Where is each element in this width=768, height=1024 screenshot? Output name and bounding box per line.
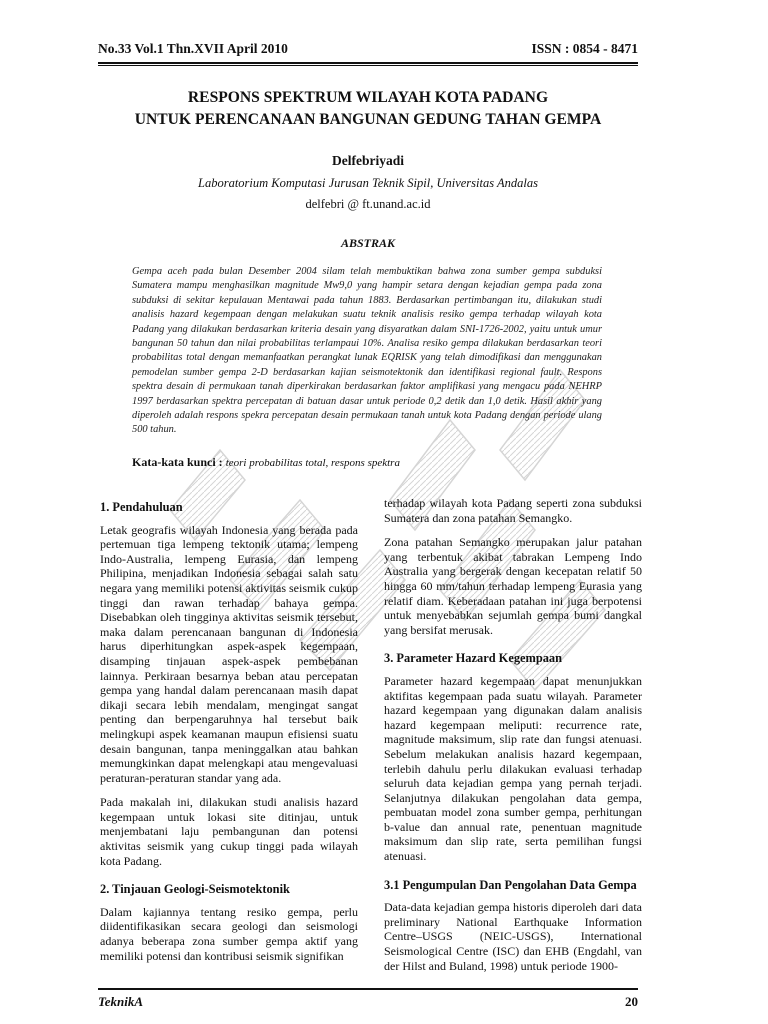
right-column: [384, 496, 642, 983]
running-footer: [98, 994, 638, 1012]
issue-info: No.33 Vol.1 Thn.XVII April 2010: [98, 41, 288, 56]
section-3-paragraph-1: Parameter hazard kegempaan dapat menunjukkan aktifitas kegempaan pada suatu wilayah. Parameter hazard kegempaan yang digunakan dalam analisis hazard kegempaan meliputi: recurrence rate, magnitude maksimum, slip rate dan fungsi atenuasi. Sebelum melakukan analisis hazard kegempaan, terlebih dahulu perlu dilakukan evaluasi terhadap seluruh data kejadian gempa yang pernah terjadi. Selanjutnya dilakukan pengolahan data gempa, pembuatan model zona sumber gempa, perhitungan b-value dan annual rate, penentuan magnitude maksimum dan slip rate, serta pemilihan fungsi atenuasi.: [384, 673, 642, 864]
paper-title-line-1: RESPONS SPEKTRUM WILAYAH KOTA PADANG: [187, 89, 549, 106]
section-3-heading: 3. Parameter Hazard Kegempaan: [384, 651, 563, 666]
section-1-paragraph-1: Letak geografis wilayah Indonesia yang berada pada pertemuan tiga lempeng tektonik utama; lempeng Indo-Australia, lempeng Eurasia, dan lempeng Philipina, menjadikan Indonesia sebagai salah satu negara yang memiliki potensi aktivitas seismik cukup tinggi dan rawan terhadap bahaya gempa. Disebabkan oleh tingginya aktivitas seismik tersebut, maka dalam perencanaan bangunan di Indonesia harus diperhitungkan aspek-aspek kegempaan, disamping tinjauan aspek-aspek pembebanan lainnya. Perkiraan besarnya beban atau percepatan gempa yang handal dalam perencanaan masih dapat dikaji secara lebih mendalam, mengingat sangat penting dan berpengaruhnya hal tersebut baik melingkupi aspek keamanan maupun efisiensi suatu desain bangunan, tanpa meninggalkan atau bahkan memungkinkan dapat melengkapi atau mengevaluasi peraturan-peraturan standar yang ada.: [100, 522, 358, 785]
header-rule: [98, 62, 638, 64]
header-rule-thin: [98, 65, 638, 66]
section-3-1-heading: 3.1 Pengumpulan Dan Pengolahan Data Gempa: [384, 877, 637, 892]
journal-name: TeknikA: [98, 994, 144, 1009]
keywords: [132, 455, 602, 470]
abstract-heading: ABSTRAK: [340, 236, 396, 250]
section-2-paragraph-2: Zona patahan Semangko merupakan jalur patahan yang terbentuk akibat tabrakan Lempeng Indo Australia yang bergerak dengan kecepatan relatif 50 hingga 60 mm/tahun terhadap lempeng Eurasia yang relatif diam. Keberadaan patahan ini juga berpotensi untuk menyebabkan sejumlah gempa bumi dangkal yang bersifat merusak.: [384, 535, 642, 637]
section-2-paragraph-continued: terhadap wilayah kota Padang seperti zona subduksi Sumatera dan zona patahan Semangko.: [384, 496, 642, 525]
author-email: delfebri @ ft.unand.ac.id: [305, 197, 431, 211]
author-name: Delfebriyadi: [332, 153, 404, 168]
running-header: [98, 41, 638, 61]
abstract-text: Gempa aceh pada bulan Desember 2004 silam telah membuktikan bahwa zona sumber gempa subduksi Sumatera mampu menghasilkan magnitude Mw9,0 yang hampir setara dengan kejadian gempa pada zona subduksi di sekitar kepulauan Mentawai pada tahun 1883. Berdasarkan pertimbangan itu, dilakukan studi analisis hazard kegempaan dengan melakukan suatu teknik analisis resiko gempa terhadap wilayah kota Padang yang dilakukan berdasarkan kriteria desain yang disyaratkan dalam SNI-1726-2002, yaitu untuk umur bangunan 50 tahun dan nilai probabilitas terlampaui 10%. Analisa resiko gempa dilakukan berdasarkan teori probabilitas total dengan memanfaatkan perangkat lunak EQRISK yang telah dimodifikasi dan menggunakan pemodelan sumber gempa 2-D berdasarkan kajian seismotektonik dan identifikasi regional fault. Respons spektra desain di permukaan tanah diperkirakan berdasarkan faktor amplifikasi yang mengacu pada NEHRP 1997 berdasarkan spektra percepatan di batuan dasar untuk periode 0,2 detik dan 1,0 detik. Hasil akhir yang diperoleh adalah respons spekra percepatan desain permukaan tanah untuk kota Padang dengan periode ulang 500 tahun.: [132, 266, 602, 436]
keywords-value: teori probabilitas total, respons spektra: [225, 457, 400, 469]
left-column: [100, 496, 358, 973]
section-2-heading: 2. Tinjauan Geologi-Seismotektonik: [100, 882, 290, 897]
section-3-1-paragraph-1: Data-data kejadian gempa historis diperoleh dari data preliminary National Earthquake Information Centre–USGS (NEIC-USGS), International Seismological Centre (ISC) dan EHB (Engdahl, van der Hilst and Buland, 1998) untuk periode 1900-: [384, 900, 642, 973]
paper-title-line-2: UNTUK PERENCANAAN BANGUNAN GEDUNG TAHAN GEMPA: [134, 111, 602, 128]
page-number: 20: [625, 994, 638, 1009]
keywords-label: Kata-kata kunci :: [132, 455, 223, 469]
section-1-paragraph-2: Pada makalah ini, dilakukan studi analisis hazard kegempaan untuk lokasi site ditinjau, untuk menjembatani laju pembangunan dan potensi aktivitas seismik yang cukup tinggi pada wilayah kota Padang.: [100, 795, 358, 868]
section-2-paragraph-1: Dalam kajiannya tentang resiko gempa, perlu diidentifikasikan secara geologi dan seismologi adanya beberapa zona sumber gempa aktif yang memiliki potensi dan kontribusi seismik signifikan: [100, 904, 358, 963]
footer-rule: [98, 988, 638, 990]
section-1-heading: 1. Pendahuluan: [100, 500, 183, 514]
issn: ISSN : 0854 - 8471: [531, 41, 638, 56]
author-affiliation: Laboratorium Komputasi Jurusan Teknik Sipil, Universitas Andalas: [198, 176, 538, 190]
